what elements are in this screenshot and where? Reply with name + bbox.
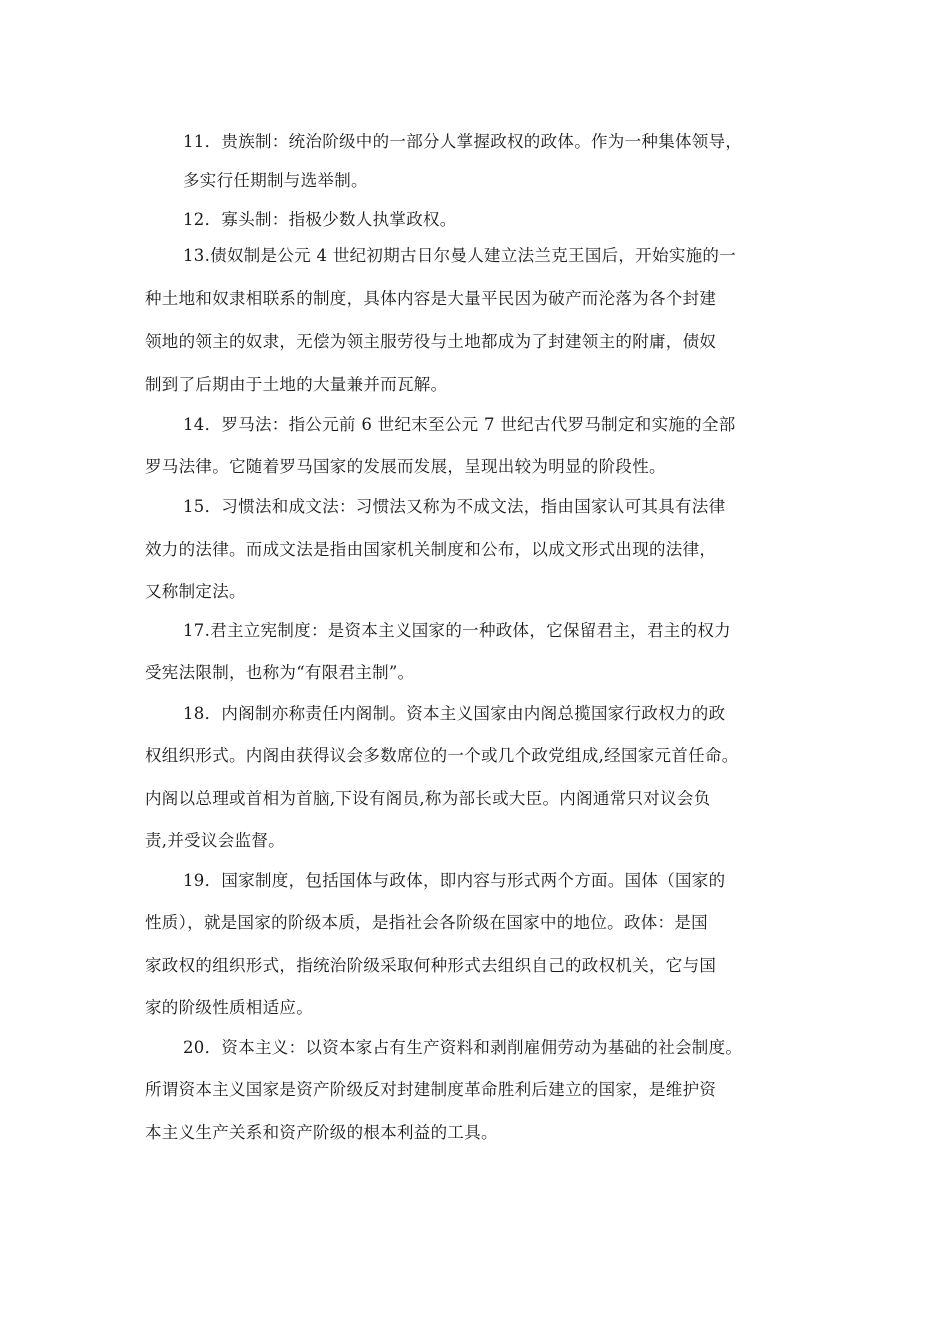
text-line: 19．国家制度，包括国体与政体，即内容与形式两个方面。国体（国家的	[183, 871, 726, 890]
text-line: 责,并受议会监督。	[145, 831, 285, 850]
text-line: 11．贵族制：统治阶级中的一部分人掌握政权的政体。作为一种集体领导，	[183, 132, 743, 151]
text-line: 17.君主立宪制度：是资本主义国家的一种政体，它保留君主，君主的权力	[183, 621, 731, 640]
text-line: 权组织形式。内阁由获得议会多数席位的一个或几个政党组成,经国家元首任命。	[145, 746, 739, 765]
text-line: 性质），就是国家的阶级本质，是指社会各阶级在国家中的地位。政体：是国	[145, 913, 708, 932]
text-line: 14．罗马法：指公元前 6 世纪末至公元 7 世纪古代罗马制定和实施的全部	[183, 415, 736, 434]
text-line: 18．内阁制亦称责任内阁制。资本主义国家由内阁总揽国家行政权力的政	[183, 704, 726, 723]
text-line: 家政权的组织形式，指统治阶级采取何种形式去组织自己的政权机关，它与国	[145, 956, 717, 975]
text-line: 又称制定法。	[145, 582, 246, 601]
text-line: 受宪法限制，也称为“有限君主制”。	[145, 663, 415, 682]
text-line: 种土地和奴隶相联系的制度，具体内容是大量平民因为破产而沦落为各个封建	[145, 289, 717, 308]
text-line: 多实行任期制与选举制。	[183, 171, 368, 190]
text-line: 领地的领主的奴隶，无偿为领主服劳役与土地都成为了封建领主的附庸，债奴	[145, 332, 717, 351]
text-line: 20．资本主义：以资本家占有生产资料和剥削雇佣劳动为基础的社会制度。	[183, 1038, 743, 1057]
text-line: 制到了后期由于土地的大量兼并而瓦解。	[145, 375, 448, 394]
text-line: 所谓资本主义国家是资产阶级反对封建制度革命胜利后建立的国家，是维护资	[145, 1080, 717, 1099]
text-line: 本主义生产关系和资产阶级的根本利益的工具。	[145, 1123, 498, 1142]
text-line: 内阁以总理或首相为首脑,下设有阁员,称为部长或大臣。内阁通常只对议会负	[145, 789, 711, 808]
text-line: 13.债奴制是公元 4 世纪初期古日尔曼人建立法兰克王国后，开始实施的一	[183, 246, 737, 265]
text-line: 效力的法律。而成文法是指由国家机关制度和公布，以成文形式出现的法律，	[145, 540, 717, 559]
text-line: 12．寡头制：指极少数人执掌政权。	[183, 210, 457, 229]
text-line: 家的阶级性质相适应。	[145, 998, 313, 1017]
text-line: 罗马法律。它随着罗马国家的发展而发展，呈现出较为明显的阶段性。	[145, 457, 666, 476]
text-line: 15．习惯法和成文法：习惯法又称为不成文法，指由国家认可其具有法律	[183, 497, 726, 516]
